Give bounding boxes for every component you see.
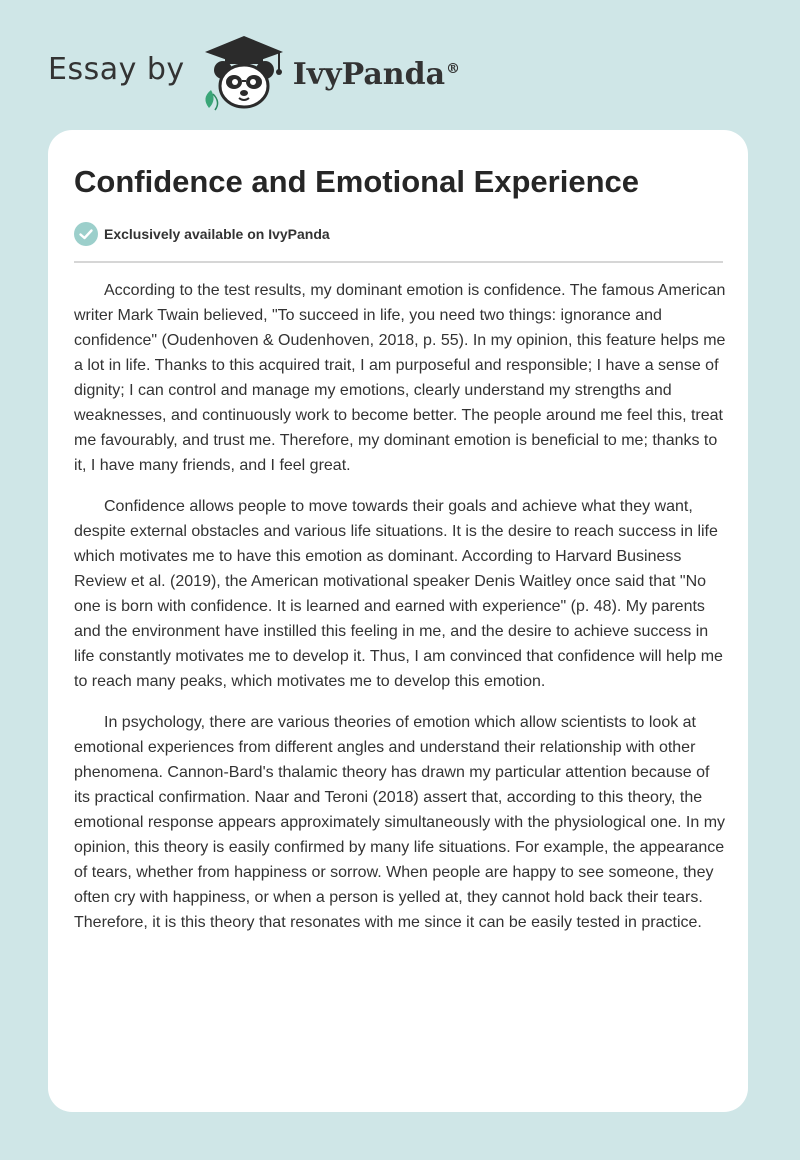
brand-text: IvyPanda xyxy=(292,56,446,92)
essay-body xyxy=(74,278,726,951)
essay-paragraph: Confidence allows people to move towards their goals and achieve what they want, despite external obstacles and various life situations. It is the desire to reach success in life which motivates me to have this emotion as dominant. According to Harvard Business Review et al. (2019), the American motivational speaker Denis Waitley once said that "No one is born with confidence. It is learned and earned with experience" (p. 48). My parents and the environment have instilled this feeling in me, and the desire to achieve success in life constantly motivates me to develop it. Thus, I am convinced that confidence will help me to reach many peaks, which motivates me to develop this emotion. xyxy=(74,498,723,690)
essay-card xyxy=(48,130,748,1112)
check-circle-icon xyxy=(74,222,98,246)
page-title: Confidence and Emotional Experience xyxy=(74,164,640,199)
essay-by-label: Essay by xyxy=(48,51,185,87)
site-header xyxy=(48,32,460,112)
panda-graduation-cap-icon[interactable] xyxy=(199,32,289,112)
title-divider xyxy=(74,261,723,263)
brand-name[interactable] xyxy=(293,57,460,92)
essay-paragraph: According to the test results, my dominant emotion is confidence. The famous American writer Mark Twain believed, "To succeed in life, you need two things: ignorance and confidence" (Oudenhoven & Oudenhoven, 2018, p. 55). In my opinion, this feature helps me a lot in life. Thanks to this acquired trait, I am purposeful and responsible; I have a sense of dignity; I can control and manage my emotions, clearly understand my strengths and weaknesses, and continuously work to become better. The people around me feel this, treat me favourably, and trust me. Therefore, my dominant emotion is beneficial to me; thanks to it, I have many friends, and I feel great. xyxy=(74,282,726,474)
exclusive-badge xyxy=(74,222,330,246)
essay-paragraph: In psychology, there are various theories of emotion which allow scientists to look at emotional experiences from different angles and understand their relationship with other phenomena. Cannon-Bard's thalamic theory has drawn my particular attention because of its practical confirmation. Naar and Teroni (2018) assert that, according to this theory, the emotional response appears approximately simultaneously with the physiological one. In my opinion, this theory is easily confirmed by many life situations. For example, the appearance of tears, whether from happiness or sorrow. When people are happy to see someone, they often cry with happiness, or when a person is yelled at, they cannot hold back their tears. Therefore, it is this theory that resonates with me since it can be easily tested in practice. xyxy=(74,714,726,931)
exclusive-badge-label: Exclusively available on IvyPanda xyxy=(104,226,330,242)
trademark-symbol: ® xyxy=(446,60,461,77)
